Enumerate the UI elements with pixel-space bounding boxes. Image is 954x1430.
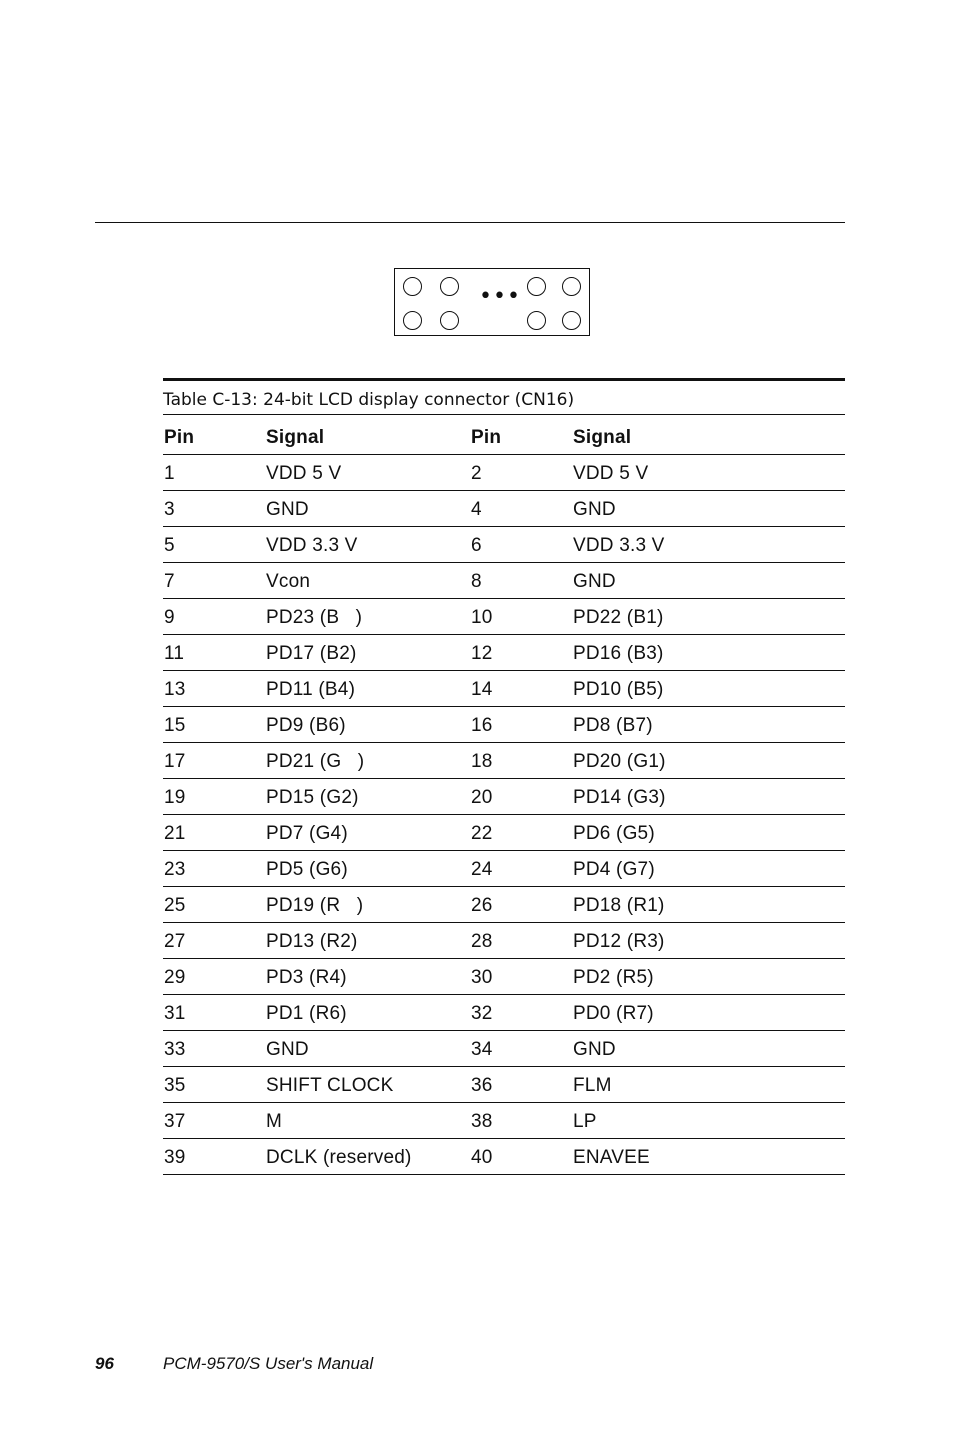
- pin-number-cell: 34: [470, 1030, 572, 1066]
- signal-cell: GND: [265, 490, 470, 526]
- signal-cell: PD18 (R1): [572, 886, 845, 922]
- signal-cell: PD0 (R7): [572, 994, 845, 1030]
- pin-number-cell: 33: [163, 1030, 265, 1066]
- signal-cell: VDD 3.3 V: [265, 526, 470, 562]
- pin-number-cell: 5: [163, 526, 265, 562]
- signal-cell: PD2 (R5): [572, 958, 845, 994]
- table-row: [163, 814, 845, 850]
- signal-cell: PD20 (G1): [572, 742, 845, 778]
- signal-cell: PD23 (B ): [265, 598, 470, 634]
- table-row: [163, 742, 845, 778]
- pin-number-cell: 39: [163, 1138, 265, 1174]
- column-header: Signal: [265, 415, 470, 454]
- signal-cell: PD5 (G6): [265, 850, 470, 886]
- pin-number-cell: 25: [163, 886, 265, 922]
- table-row: [163, 562, 845, 598]
- pin-number-cell: 9: [163, 598, 265, 634]
- signal-cell: VDD 5 V: [265, 454, 470, 490]
- signal-cell: LP: [572, 1102, 845, 1138]
- pin-number-cell: 27: [163, 922, 265, 958]
- signal-cell: PD3 (R4): [265, 958, 470, 994]
- header-rule: [95, 222, 845, 223]
- pin-table-section: [163, 378, 845, 1175]
- pin-circle: [527, 311, 546, 330]
- signal-cell: VDD 3.3 V: [572, 526, 845, 562]
- signal-cell: PD22 (B1): [572, 598, 845, 634]
- signal-cell: PD7 (G4): [265, 814, 470, 850]
- signal-cell: PD14 (G3): [572, 778, 845, 814]
- table-row: [163, 1138, 845, 1174]
- table-row: [163, 454, 845, 490]
- column-header: Pin: [163, 415, 265, 454]
- pin-table: [163, 415, 845, 1175]
- pin-circle: [562, 277, 581, 296]
- table-header-row: [163, 415, 845, 454]
- signal-cell: PD6 (G5): [572, 814, 845, 850]
- signal-cell: DCLK (reserved): [265, 1138, 470, 1174]
- pin-number-cell: 1: [163, 454, 265, 490]
- pin-number-cell: 7: [163, 562, 265, 598]
- table-row: [163, 490, 845, 526]
- pin-number-cell: 18: [470, 742, 572, 778]
- signal-cell: FLM: [572, 1066, 845, 1102]
- pin-number-cell: 21: [163, 814, 265, 850]
- pin-number-cell: 6: [470, 526, 572, 562]
- table-caption: Table C-13: 24-bit LCD display connector (CN16): [163, 381, 845, 415]
- connector-diagram: [394, 268, 590, 336]
- pin-number-cell: 3: [163, 490, 265, 526]
- pin-number-cell: 19: [163, 778, 265, 814]
- table-row: [163, 634, 845, 670]
- pin-number-cell: 30: [470, 958, 572, 994]
- signal-cell: Vcon: [265, 562, 470, 598]
- signal-cell: PD13 (R2): [265, 922, 470, 958]
- pin-number-cell: 8: [470, 562, 572, 598]
- table-row: [163, 886, 845, 922]
- pin-circle: [440, 277, 459, 296]
- pin-number-cell: 16: [470, 706, 572, 742]
- table-row: [163, 670, 845, 706]
- signal-cell: PD17 (B2): [265, 634, 470, 670]
- pin-circle: [527, 277, 546, 296]
- signal-cell: PD16 (B3): [572, 634, 845, 670]
- signal-cell: PD10 (B5): [572, 670, 845, 706]
- table-row: [163, 598, 845, 634]
- table-row: [163, 526, 845, 562]
- pin-circle: [440, 311, 459, 330]
- pin-number-cell: 35: [163, 1066, 265, 1102]
- signal-cell: GND: [572, 490, 845, 526]
- column-header: Signal: [572, 415, 845, 454]
- pin-number-cell: 17: [163, 742, 265, 778]
- column-header: Pin: [470, 415, 572, 454]
- table-row: [163, 706, 845, 742]
- pin-number-cell: 37: [163, 1102, 265, 1138]
- signal-cell: GND: [572, 1030, 845, 1066]
- pin-number-cell: 20: [470, 778, 572, 814]
- signal-cell: PD1 (R6): [265, 994, 470, 1030]
- table-row: [163, 778, 845, 814]
- pin-number-cell: 10: [470, 598, 572, 634]
- pin-number-cell: 28: [470, 922, 572, 958]
- signal-cell: PD11 (B4): [265, 670, 470, 706]
- pin-circle: [403, 311, 422, 330]
- signal-cell: GND: [265, 1030, 470, 1066]
- table-row: [163, 922, 845, 958]
- signal-cell: VDD 5 V: [572, 454, 845, 490]
- pin-number-cell: 29: [163, 958, 265, 994]
- signal-cell: M: [265, 1102, 470, 1138]
- pin-number-cell: 36: [470, 1066, 572, 1102]
- pin-number-cell: 2: [470, 454, 572, 490]
- table-row: [163, 850, 845, 886]
- manual-title: PCM-9570/S User's Manual: [163, 1354, 374, 1373]
- pin-number-cell: 13: [163, 670, 265, 706]
- signal-cell: PD4 (G7): [572, 850, 845, 886]
- table-row: [163, 1030, 845, 1066]
- pin-number-cell: 22: [470, 814, 572, 850]
- table-row: [163, 1066, 845, 1102]
- pin-number-cell: 38: [470, 1102, 572, 1138]
- signal-cell: PD21 (G ): [265, 742, 470, 778]
- table-body: [163, 454, 845, 1174]
- table-row: [163, 958, 845, 994]
- pin-number-cell: 12: [470, 634, 572, 670]
- pin-number-cell: 23: [163, 850, 265, 886]
- signal-cell: PD19 (R ): [265, 886, 470, 922]
- page-footer: [95, 1354, 374, 1374]
- page-number: 96: [95, 1354, 114, 1373]
- pin-circle: [562, 311, 581, 330]
- table-row: [163, 1102, 845, 1138]
- signal-cell: ENAVEE: [572, 1138, 845, 1174]
- pin-number-cell: 4: [470, 490, 572, 526]
- pin-number-cell: 40: [470, 1138, 572, 1174]
- signal-cell: PD15 (G2): [265, 778, 470, 814]
- signal-cell: PD12 (R3): [572, 922, 845, 958]
- pin-number-cell: 15: [163, 706, 265, 742]
- pin-number-cell: 11: [163, 634, 265, 670]
- signal-cell: PD9 (B6): [265, 706, 470, 742]
- ellipsis-icon: •••: [479, 284, 521, 309]
- pin-number-cell: 14: [470, 670, 572, 706]
- signal-cell: PD8 (B7): [572, 706, 845, 742]
- signal-cell: SHIFT CLOCK: [265, 1066, 470, 1102]
- pin-number-cell: 26: [470, 886, 572, 922]
- signal-cell: GND: [572, 562, 845, 598]
- table-row: [163, 994, 845, 1030]
- pin-number-cell: 31: [163, 994, 265, 1030]
- pin-circle: [403, 277, 422, 296]
- pin-number-cell: 32: [470, 994, 572, 1030]
- pin-number-cell: 24: [470, 850, 572, 886]
